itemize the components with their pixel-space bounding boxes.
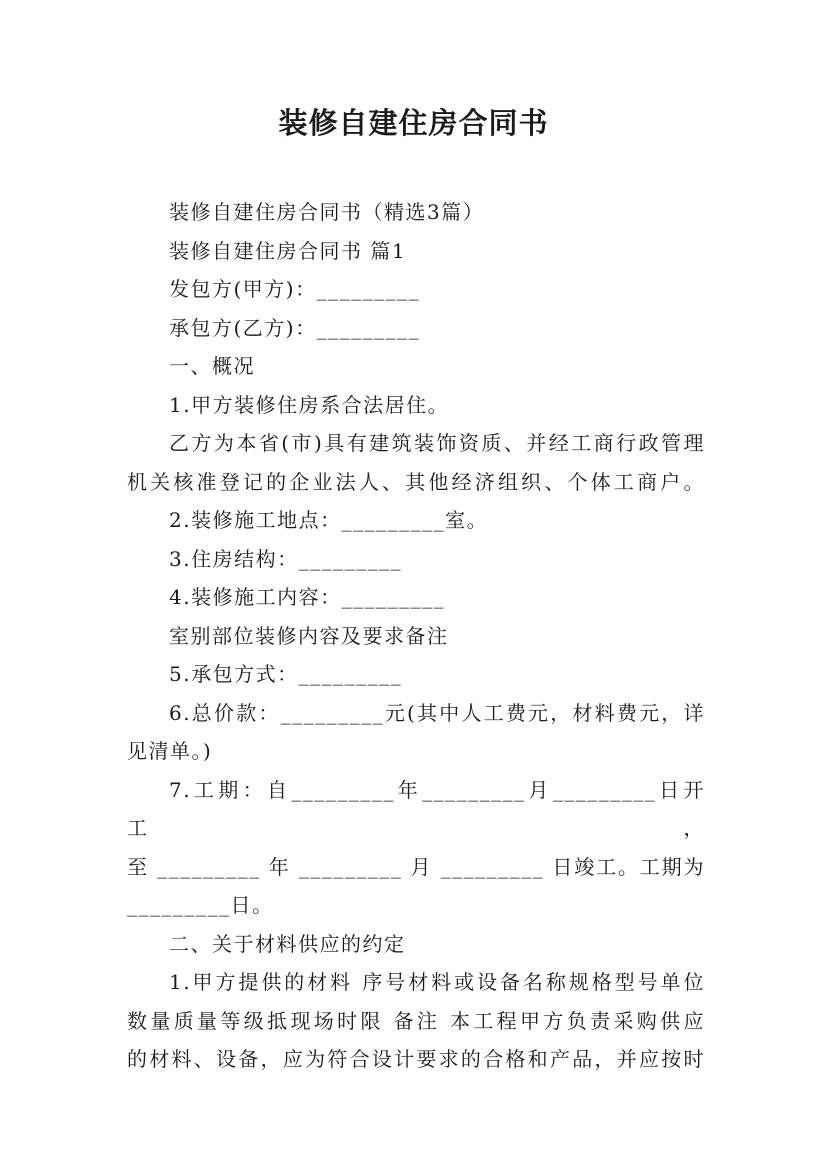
paragraph-line: 5.承包方式：_________ [169,662,403,686]
paragraph-line: 4.装修施工内容：_________ [169,585,446,609]
paragraph-line: 7.工期：自_________年_________月_________日开工， [127,777,705,840]
paragraph-line: 发包方(甲方)：_________ [169,277,421,301]
paragraph-line: 1.甲方装修住房系合法居住。 [169,392,450,417]
paragraph-line: 乙方为本省(市)具有建筑装饰资质、并经工商行政管理 [169,431,705,455]
section-heading: 二、关于材料供应的约定 [169,931,406,956]
paragraph-line: 至 _________ 年 _________ 月 _________ 日竣工。工期为 [127,854,705,879]
paragraph-line: 的材料、设备，应为符合设计要求的合格和产品，并应按时 [127,1047,705,1071]
paragraph-line: 室别部位装修内容及要求备注 [169,623,449,648]
paragraph-line: 见清单。) [127,739,213,763]
paragraph-line: 装修自建住房合同书 篇1 [169,238,407,263]
document-title: 装修自建住房合同书 [278,106,549,140]
paragraph-line: 3.住房结构：_________ [169,546,403,571]
paragraph-line: 装修自建住房合同书（精选3篇） [169,200,485,224]
paragraph-line: 数量质量等级抵现场时限 备注 本工程甲方负责采购供应 [127,1008,705,1033]
paragraph-line: 机关核准登记的企业法人、其他经济组织、个体工商户。 [127,469,705,494]
paragraph-line: 6.总价款：_________元(其中人工费元，材料费元，详 [169,700,705,725]
paragraph-line: 承包方(乙方)：_________ [169,315,421,340]
paragraph-line: 2.装修施工地点：_________室。 [169,508,489,532]
paragraph-line: 一、概况 [169,354,255,378]
paragraph-line: _________日。 [127,893,274,917]
paragraph-line: 1.甲方提供的材料 序号材料或设备名称规格型号单位 [169,970,705,994]
document-body [127,193,705,1079]
